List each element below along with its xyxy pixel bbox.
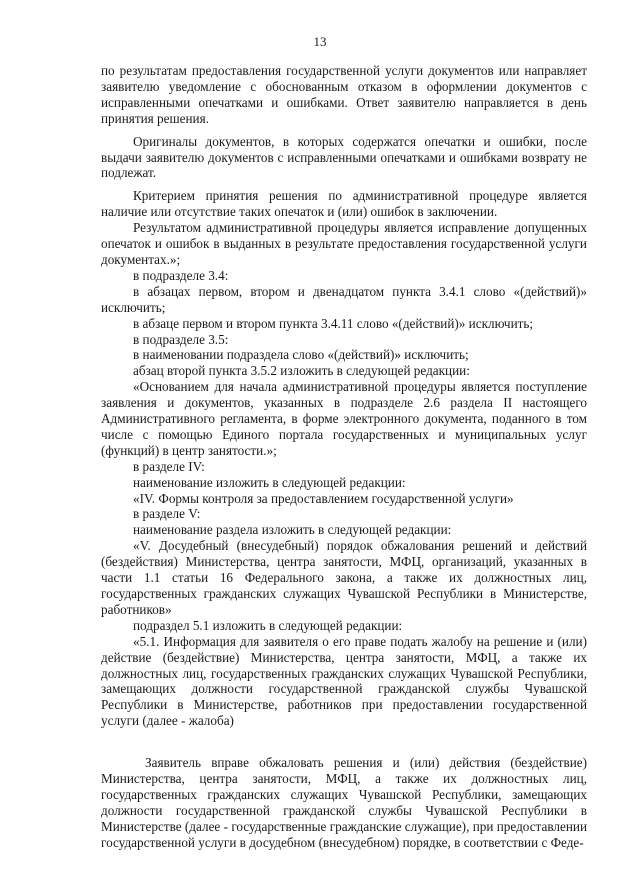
paragraph: наименование изложить в следующей редакции: — [133, 474, 406, 490]
paragraph: «V. Досудебный (внесудебный) порядок обжалования решений и действий (бездействия) Министерства, центра занятости, МФЦ, организаций, указанных в части 1.1 статьи 16 Федерального закона, а также их должностных лиц, государственных гражданских служащих Чувашской Республики в Министерстве, работников» — [101, 538, 587, 617]
paragraph: в разделе IV: — [133, 458, 205, 474]
paragraph: Оригиналы документов, в которых содержатся опечатки и ошибки, после выдачи заявителю документов с исправленными опечатками и ошибками возврату не подлежат. — [101, 133, 587, 181]
paragraph: в абзаце первом и втором пункта 3.4.11 слово «(действий)» исключить; — [133, 315, 534, 331]
page-number: 13 — [313, 34, 327, 49]
paragraph: Критерием принятия решения по административной процедуре является наличие или отсутствие таких опечаток и (или) ошибок в заключении. — [101, 188, 587, 220]
paragraph: в подразделе 3.5: — [133, 331, 229, 347]
paragraph: в наименовании подраздела слово «(действий)» исключить; — [133, 347, 469, 363]
document-body — [101, 63, 587, 851]
paragraph: Результатом административной процедуры является исправление допущенных опечаток и ошибок в выданных в результате предоставления государственной услуги документах.»; — [101, 220, 587, 267]
paragraph: в подразделе 3.4: — [133, 267, 229, 283]
paragraph: наименование раздела изложить в следующей редакции: — [133, 522, 452, 538]
paragraph: в разделе V: — [133, 506, 201, 522]
paragraph: в абзацах первом, втором и двенадцатом пункта 3.4.1 слово «(действий)» исключить; — [101, 283, 587, 315]
paragraph: по результатам предоставления государственной услуги документов или направляет заявителю уведомление с обоснованным отказом в оформлении документов с исправленными опечатками и ошибками. Ответ заявителю направляется в день принятия решения. — [101, 63, 587, 126]
paragraph: «IV. Формы контроля за предоставлением государственной услуги» — [133, 490, 514, 506]
paragraph: «Основанием для начала административной процедуры является поступление заявления и документов, указанных в подразделе 2.6 раздела II настоящего Административного регламента, в форме электронного документа, поданного в том числе с помощью Единого портала государственных и муниципальных услуг (функций) в центр занятости.»; — [101, 379, 587, 458]
paragraph: Заявитель вправе обжаловать решения и (или) действия (бездействие) Министерства, центра занятости, МФЦ, а также их должностных лиц, государственных гражданских служащих Чувашской Республики, замещающих должности государственной гражданской службы Чувашской Республики в Министерстве (далее - государственные гражданские служащие), при предоставлении государственной услуги в досудебном (внесудебном) порядке, в соответствии с Феде- — [101, 755, 587, 850]
paragraph: «5.1. Информация для заявителя о его праве подать жалобу на решение и (или) действие (бездействие) Министерства, центра занятости, МФЦ, а также их должностных лиц, государственных гражданских служащих Чувашской Республики, замещающих должности государственной гражданской службы Чувашской Республики в Министерстве, работников при предоставлении государственной услуги (далее - жалоба) — [101, 633, 587, 729]
paragraph: подраздел 5.1 изложить в следующей редакции: — [133, 617, 403, 633]
paragraph: абзац второй пункта 3.5.2 изложить в следующей редакции: — [133, 363, 470, 379]
